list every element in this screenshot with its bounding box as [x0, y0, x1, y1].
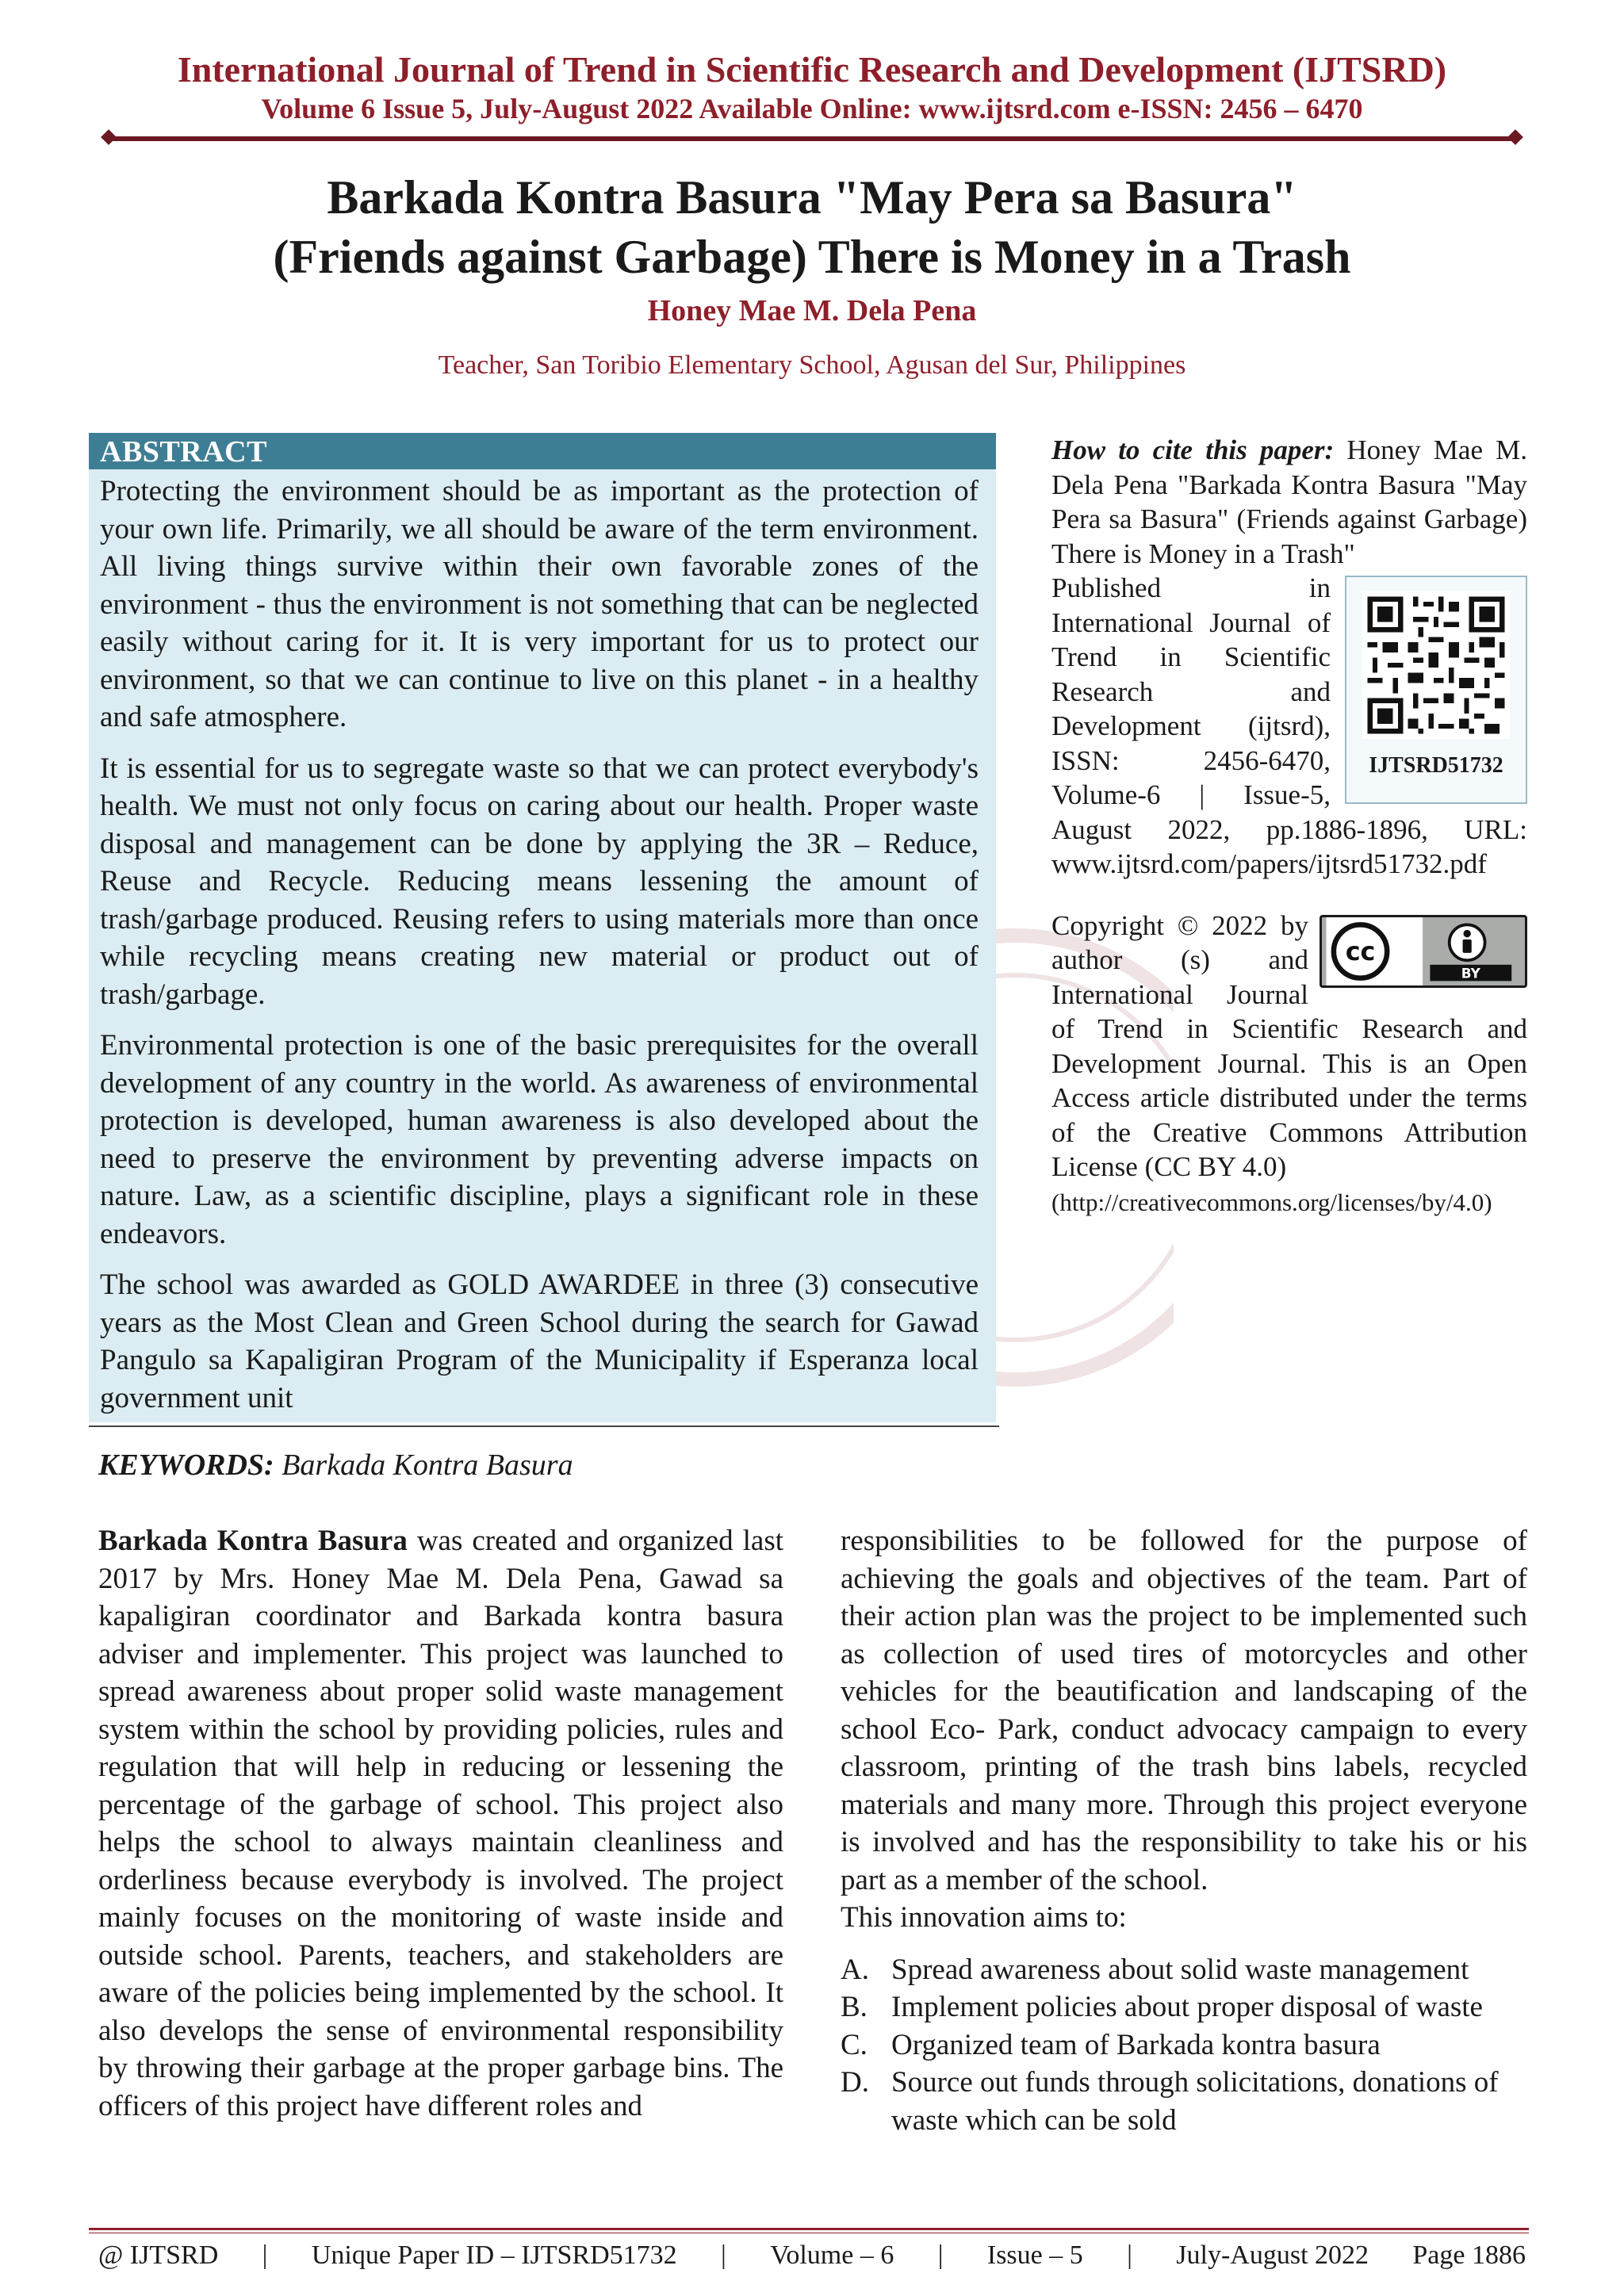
license-url-link[interactable]: (http://creativecommons.org/licenses/by/4.0)	[1051, 1188, 1492, 1216]
aims-list-item	[841, 1988, 1527, 2026]
aims-letter: C.	[841, 2028, 868, 2061]
aims-text: Source out funds through solicitations, donations of waste which can be sold	[891, 2066, 1499, 2137]
abstract-divider	[89, 1425, 999, 1427]
cc-by-license-icon[interactable]	[1320, 915, 1527, 988]
footer-volume: Volume – 6	[770, 2241, 894, 2270]
journal-header	[0, 49, 1624, 127]
aims-list-item	[841, 2064, 1527, 2139]
citation-text-after: Published in International Journal of Trend in Scientific Research and Development (ijtsrd), ISSN: 2456-6470, Volume-6 | Issue-5, August 2022, pp.1886-1896, URL: www.ijtsrd.com/papers/ijtsrd51732.pdf	[1051, 572, 1527, 879]
abstract-paragraph: The school was awarded as GOLD AWARDEE in three (3) consecutive years as the Most Clean and Green School during the search for Gawad Pangulo sa Kapaligiran Program of the Municipality if Esperanza local government unit	[100, 1269, 979, 1414]
qr-code-box[interactable]	[1345, 576, 1527, 804]
aims-letter: D.	[841, 2066, 869, 2099]
copyright-block	[1051, 909, 1527, 1220]
keywords-text: Barkada Kontra Basura	[282, 1448, 573, 1482]
footer-divider	[89, 2228, 1529, 2230]
body-column-left	[98, 1522, 783, 2125]
aims-text: Spread awareness about solid waste management	[891, 1953, 1469, 1986]
cc-badge-text: cc	[1345, 937, 1376, 966]
paper-author: Honey Mae M. Dela Pena	[647, 294, 977, 327]
citation-label: How to cite this paper	[1051, 434, 1325, 465]
footer-separator: |	[262, 2241, 268, 2270]
paper-title-line1: Barkada Kontra Basura "May Pera sa Basura"	[327, 171, 1297, 224]
footer-paper-id: Unique Paper ID – IJTSRD51732	[311, 2241, 677, 2270]
body-column-right	[841, 1522, 1527, 2139]
footer-issue: Issue – 5	[986, 2241, 1083, 2270]
aims-list-item	[841, 2026, 1527, 2064]
aims-text: Organized team of Barkada kontra basura	[891, 2028, 1381, 2061]
aims-letter: A.	[841, 1953, 869, 1986]
keywords-label: KEYWORDS:	[98, 1448, 274, 1482]
footer-journal: @ IJTSRD	[98, 2241, 219, 2270]
paper-affiliation: Teacher, San Toribio Elementary School, Agusan del Sur, Philippines	[438, 350, 1186, 380]
footer-page-number: Page 1886	[1412, 2241, 1526, 2270]
aims-letter: B.	[841, 1991, 868, 2023]
journal-title: International Journal of Trend in Scientific Research and Development (IJTSRD)	[177, 49, 1447, 90]
paper-title	[0, 168, 1624, 287]
body-lead-term: Barkada Kontra Basura	[98, 1525, 408, 1557]
citation-colon: :	[1324, 434, 1335, 465]
abstract-heading: ABSTRACT	[89, 433, 996, 469]
journal-issue-line: Volume 6 Issue 5, July-August 2022 Available Online: www.ijtsrd.com e-ISSN: 2456 – 6470	[261, 92, 1363, 124]
page-footer	[98, 2241, 1526, 2271]
footer-date: July-August 2022	[1176, 2241, 1369, 2270]
qr-code-icon	[1362, 591, 1510, 739]
aims-intro: This innovation aims to:	[841, 1901, 1127, 1934]
header-divider	[108, 136, 1516, 141]
abstract-box	[89, 433, 996, 1422]
footer-separator: |	[937, 2241, 944, 2270]
citation-column	[1051, 433, 1527, 1219]
abstract-paragraph: It is essential for us to segregate waste so that we can protect everybody's health. We must not only focus on caring about our health. Proper waste disposal and management can be done by applying the 3R – Reduce, Reuse and Recycle. Reducing means lessening the amount of trash/garbage produced. Reusing refers to using materials more than once while recycling means creating new material or product out of trash/garbage.	[100, 752, 979, 1011]
copyright-text: Copyright © 2022 by author (s) and International Journal of Trend in Scientific Research and Development Journal. This is an Open Access article distributed under the terms of the Creative Commons Attribution License (CC BY 4.0)	[1051, 909, 1527, 1182]
footer-separator: |	[721, 2241, 726, 2270]
abstract-paragraph: Environmental protection is one of the basic prerequisites for the overall development of any country in the world. As awareness of environmental protection is developed, human awareness is also developed about the need to preserve the environment by preventing adverse impacts on nature. Law, as a scientific discipline, plays a significant role in these endeavors.	[100, 1029, 979, 1250]
aims-list	[841, 1951, 1527, 2140]
aims-text: Implement policies about proper disposal of waste	[891, 1991, 1483, 2023]
by-badge-text: BY	[1461, 965, 1480, 982]
paper-title-line2: (Friends against Garbage) There is Money in a Trash	[273, 231, 1351, 283]
keywords	[98, 1448, 573, 1483]
footer-separator: |	[1127, 2241, 1132, 2270]
abstract-body	[89, 469, 996, 1417]
citation-text-before: Honey Mae M. Dela Pena "Barkada Kontra Basura "May Pera sa Basura" (Friends against Garbage) There is Money in a Trash"	[1051, 434, 1528, 569]
abstract-paragraph: Protecting the environment should be as important as the protection of your own life. Primarily, we all should be aware of the term environment. All living things survive within their own favorable zones of the environment - thus the environment is not something that can be neglected easily without caring for it. It is very important for us to protect our environment, so that we can continue to live on this planet - in a healthy and safe atmosphere.	[100, 475, 979, 733]
body-left-text: was created and organized last 2017 by Mrs. Honey Mae M. Dela Pena, Gawad sa kapaligiran coordinator and Barkada kontra basura adviser and implementer. This project was launched to spread awareness about proper solid waste management system within the school by providing policies, rules and regulation that will help in reducing or lessening the percentage of the garbage of school. This project also helps the school to always maintain cleanliness and orderliness because everybody is involved. The project mainly focuses on the monitoring of waste inside and outside school. Parents, teachers, and stakeholders are aware of the policies being implemented by the school. It also develops the sense of environmental responsibility by throwing their garbage at the proper garbage bins. The officers of this project have different roles and	[98, 1525, 783, 2122]
aims-list-item	[841, 1951, 1527, 1989]
qr-code-id: IJTSRD51732	[1369, 753, 1503, 778]
citation-block	[1051, 433, 1527, 571]
body-right-paragraph: responsibilities to be followed for the purpose of achieving the goals and objectives of the team. Part of their action plan was the project to be implemented such as collection of used tires of motorcycles and other vehicles for the beautification and landscaping of the school Eco- Park, conduct advocacy campaign to every classroom, printing of the trash bins labels, recycled materials and many more. Through this project everyone is involved and has the responsibility to take his or his part as a member of the school.	[841, 1525, 1527, 1896]
